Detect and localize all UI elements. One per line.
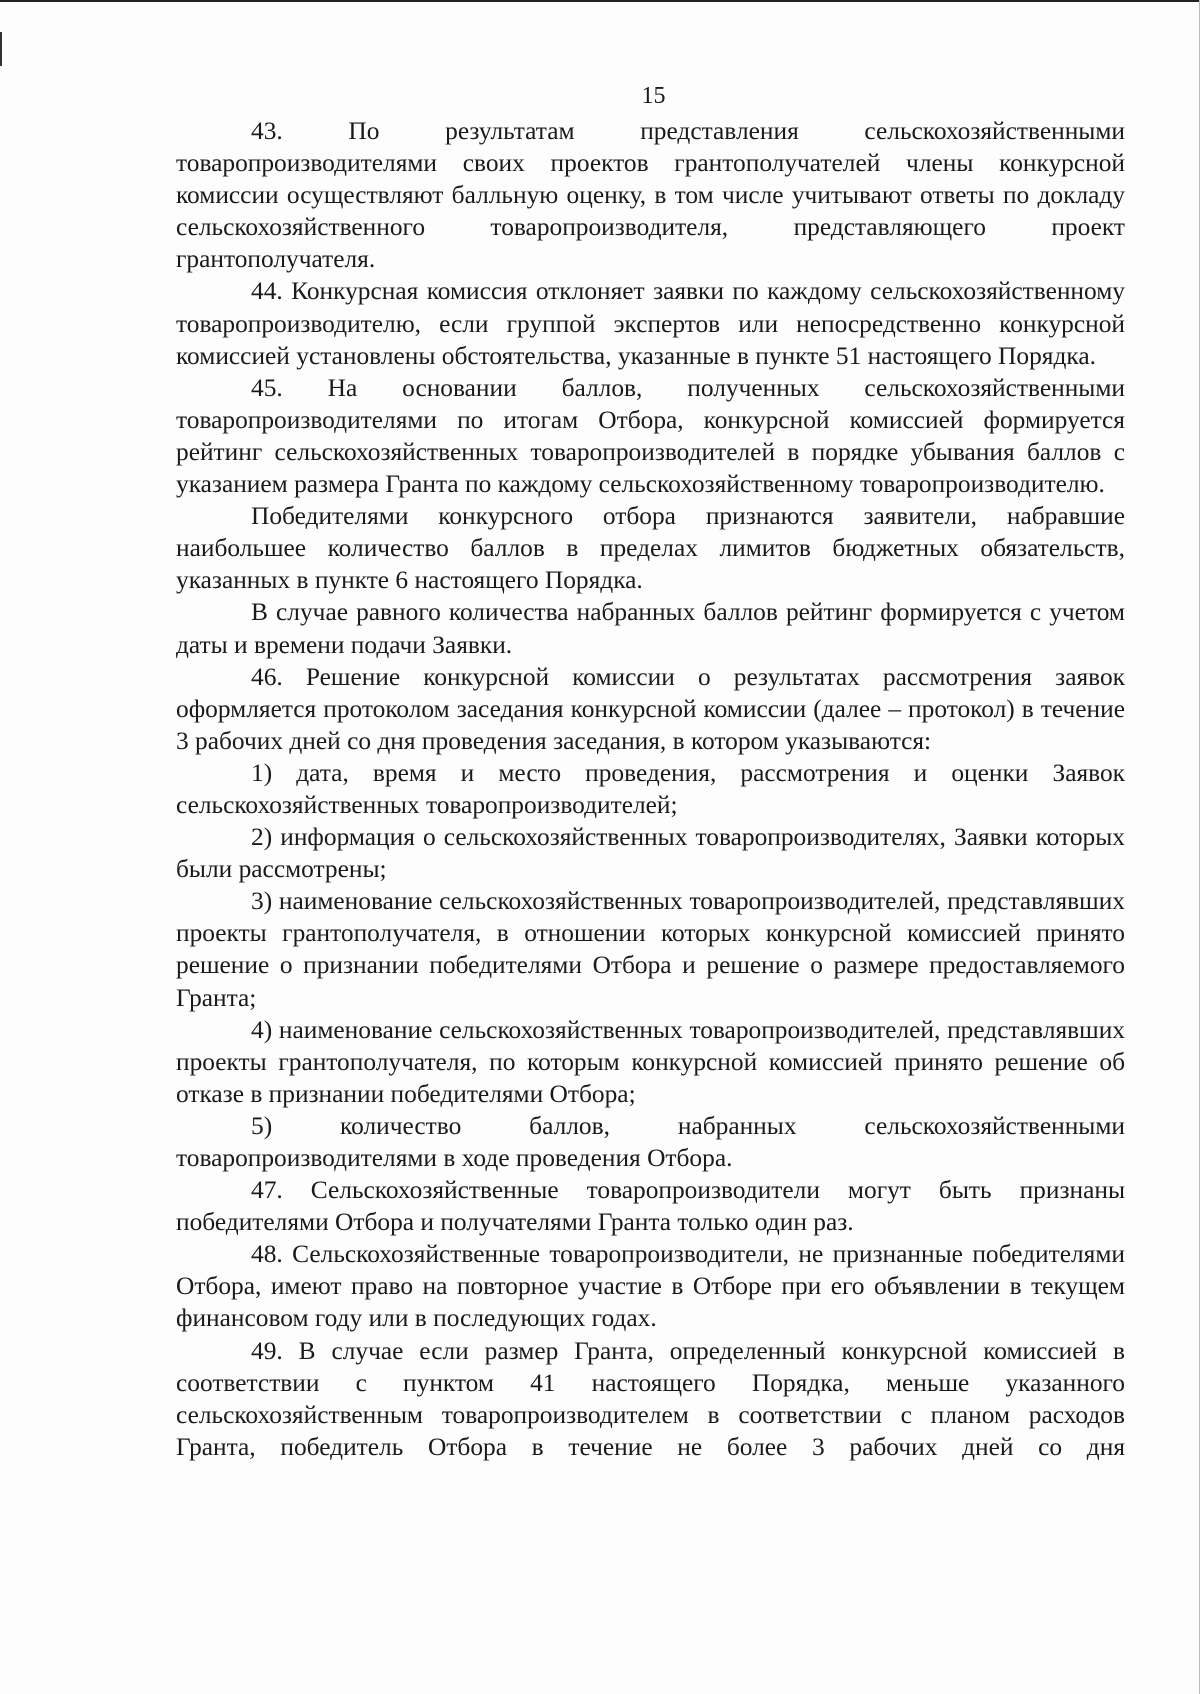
paragraph-equal-scores: В случае равного количества набранных баллов рейтинг формируется с учетом даты и времени подачи Заявки. xyxy=(176,598,1125,659)
page-top-edge xyxy=(0,0,1200,2)
paragraph-winners: Победителями конкурсного отбора признаются заявители, набравшие наибольшее количество баллов в пределах лимитов бюджетных обязательств, указанных в пункте 6 настоящего Порядка. xyxy=(176,502,1125,595)
list-item-4: 4) наименование сельскохозяйственных товаропроизводителей, представлявших проекты грантополучателя, по которым конкурсной комиссией принято решение об отказе в признании победителями Отбора; xyxy=(176,1015,1125,1108)
list-item-1: 1) дата, время и место проведения, рассмотрения и оценки Заявок сельскохозяйственных товаропроизводителей; xyxy=(176,758,1125,819)
paragraph-43: 43. По результатам представления сельскохозяйственными товаропроизводителями своих проектов грантополучателей члены конкурсной комиссии осуществляют балльную оценку, в том числе учитывают ответы по докладу сельскохозяйственного товаропроизводителя, представляющего проект грантополучателя. xyxy=(176,117,1125,274)
paragraph-44: 44. Конкурсная комиссия отклоняет заявки по каждому сельскохозяйственному товаропроизводителю, если группой экспертов или непосредственно конкурсной комиссией установлены обстоятельства, указанные в пункте 51 настоящего Порядка. xyxy=(176,277,1125,370)
paragraph-46: 46. Решение конкурсной комиссии о результатах рассмотрения заявок оформляется протоколом заседания конкурсной комиссии (далее – протокол) в течение 3 рабочих дней со дня проведения заседания, в котором указываются: xyxy=(176,662,1125,755)
document-body xyxy=(176,115,1125,1463)
list-item-3: 3) наименование сельскохозяйственных товаропроизводителей, представлявших проекты грантополучателя, в отношении которых конкурсной комиссией принято решение о признании победителями Отбора и решение о размере предоставляемого Гранта; xyxy=(176,887,1125,1012)
list-item-5: 5) количество баллов, набранных сельскохозяйственными товаропроизводителями в ходе проведения Отбора. xyxy=(176,1111,1125,1172)
scan-artifact xyxy=(0,32,2,66)
paragraph-49: 49. В случае если размер Гранта, определенный конкурсной комиссией в соответствии с пунктом 41 настоящего Порядка, меньше указанного сельскохозяйственным товаропроизводителем в соответствии с планом расходов Гранта, победитель Отбора в течение не более 3 рабочих дней со дня xyxy=(176,1336,1125,1461)
paragraph-45: 45. На основании баллов, полученных сельскохозяйственными товаропроизводителями по итогам Отбора, конкурсной комиссией формируется рейтинг сельскохозяйственных товаропроизводителей в порядке убывания баллов с указанием размера Гранта по каждому сельскохозяйственному товаропроизводителю. xyxy=(176,373,1125,499)
paragraph-47: 47. Сельскохозяйственные товаропроизводители могут быть признаны победителями Отбора и получателями Гранта только один раз. xyxy=(176,1176,1125,1237)
paragraph-48: 48. Сельскохозяйственные товаропроизводители, не признанные победителями Отбора, имеют право на повторное участие в Отборе при его объявлении в текущем финансовом году или в последующих годах. xyxy=(176,1240,1125,1333)
list-item-2: 2) информация о сельскохозяйственных товаропроизводителях, Заявки которых были рассмотрены; xyxy=(176,823,1125,884)
page-number: 15 xyxy=(641,83,666,109)
